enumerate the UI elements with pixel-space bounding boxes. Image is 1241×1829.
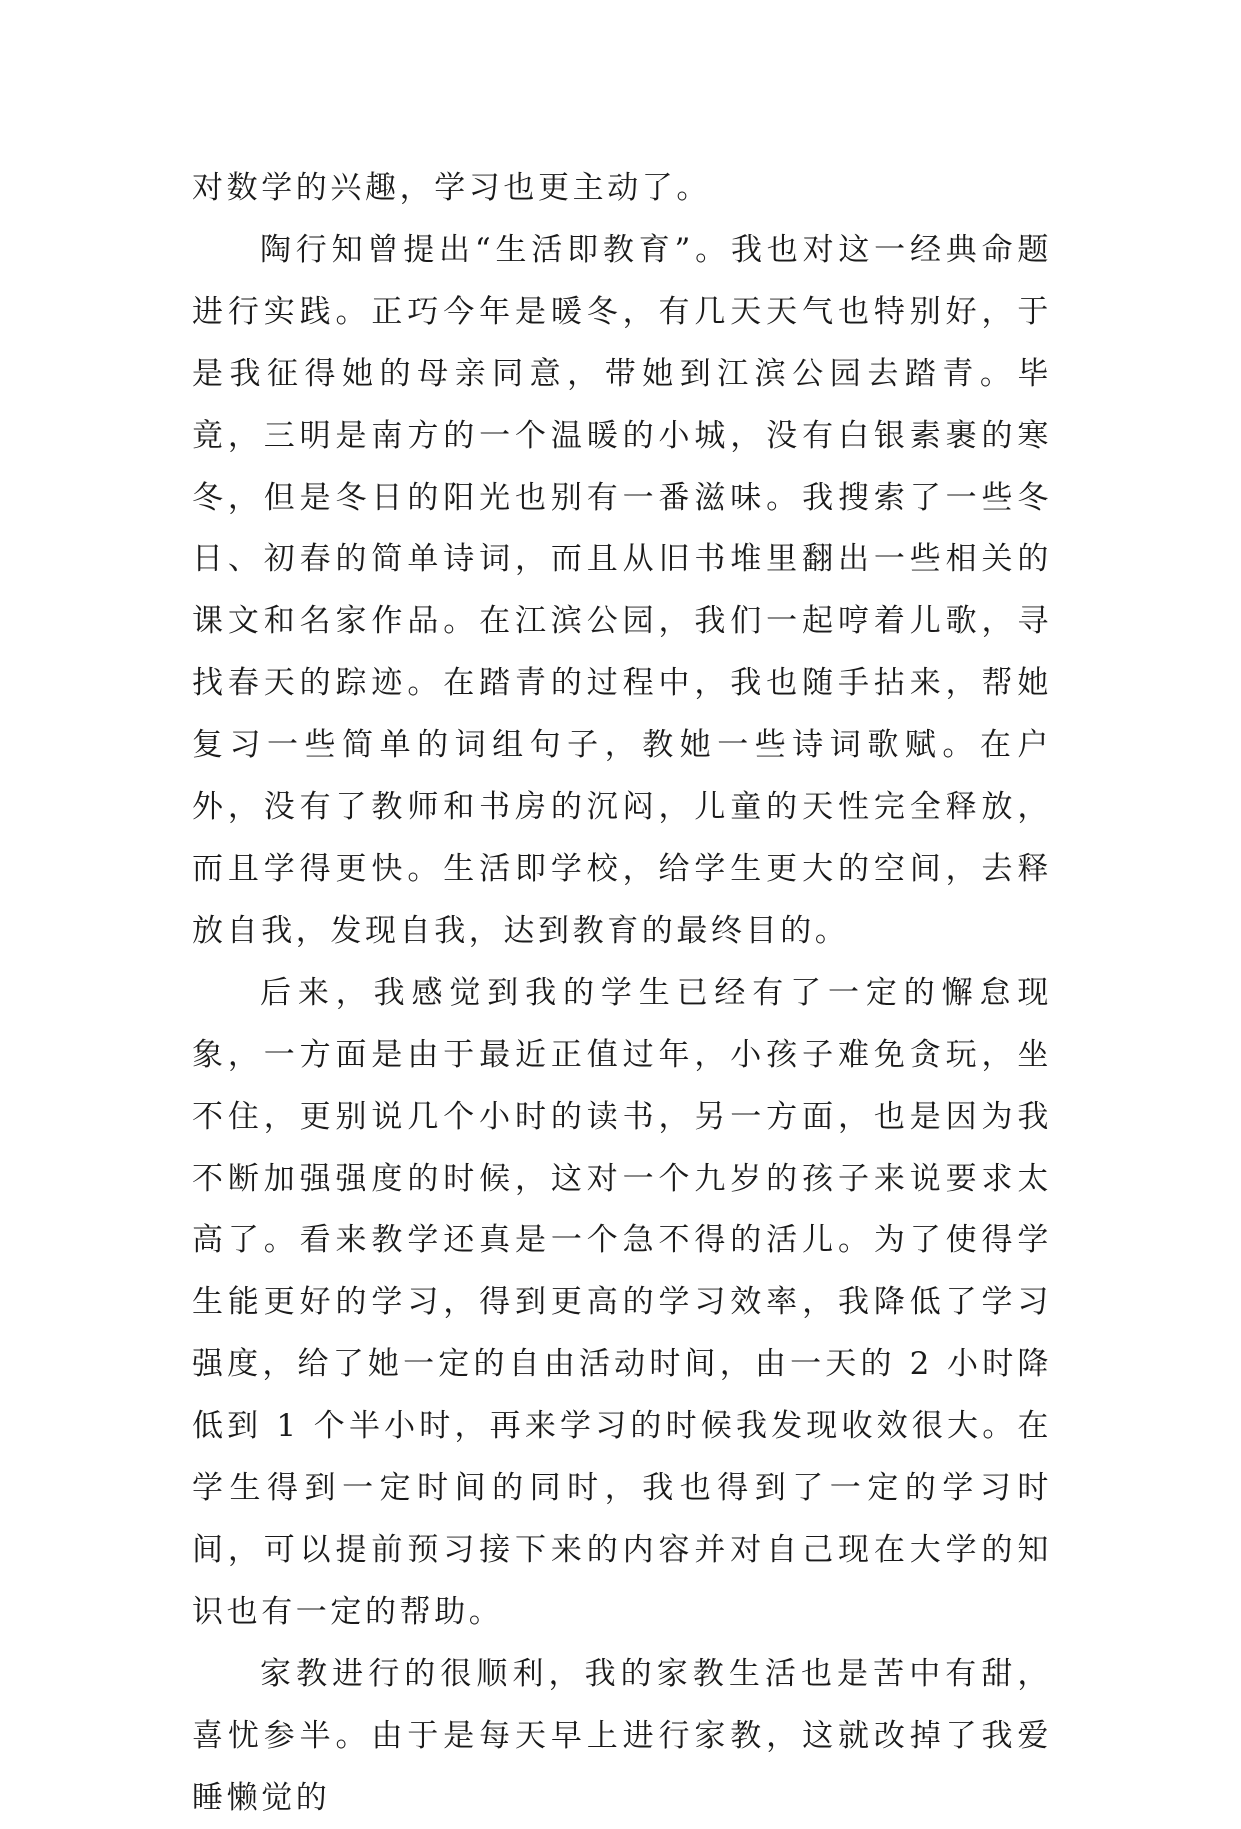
paragraph-4: 家教进行的很顺利，我的家教生活也是苦中有甜，喜忧参半。由于是每天早上进行家教，这就改掉了我爱睡懒觉的 (192, 1655, 1052, 1816)
paragraph-2: 陶行知曾提出“生活即教育”。我也对这一经典命题进行实践。正巧今年是暖冬，有几天天气也特别好，于是我征得她的母亲同意，带她到江滨公园去踏青。毕竟，三明是南方的一个温暖的小城，没有白银素裹的寒冬，但是冬日的阳光也别有一番滋味。我搜索了一些冬日、初春的简单诗词，而且从旧书堆里翻出一些相关的课文和名家作品。在江滨公园，我们一起哼着儿歌，寻找春天的踪迹。在踏青的过程中，我也随手拈来，帮她复习一些简单的词组句子，教她一些诗词歌赋。在户外，没有了教师和书房的沉闷，儿童的天性完全释放，而且学得更快。生活即学校，给学生更大的空间，去释放自我，发现自我，达到教育的最终目的。 (192, 231, 1052, 949)
paragraph-1: 对数学的兴趣，学习也更主动了。 (192, 170, 711, 206)
document-page (192, 158, 1052, 1829)
paragraph-3: 后来，我感觉到我的学生已经有了一定的懈怠现象，一方面是由于最近正值过年，小孩子难免贪玩，坐不住，更别说几个小时的读书，另一方面，也是因为我不断加强强度的时候，这对一个九岁的孩子来说要求太高了。看来教学还真是一个急不得的活儿。为了使得学生能更好的学习，得到更高的学习效率，我降低了学习强度，给了她一定的自由活动时间，由一天的 2 小时降低到 1 个半小时，再来学习的时候我发现收效很大。在学生得到一定时间的同时，我也得到了一定的学习时间，可以提前预习接下来的内容并对自己现在大学的知识也有一定的帮助。 (192, 974, 1052, 1630)
